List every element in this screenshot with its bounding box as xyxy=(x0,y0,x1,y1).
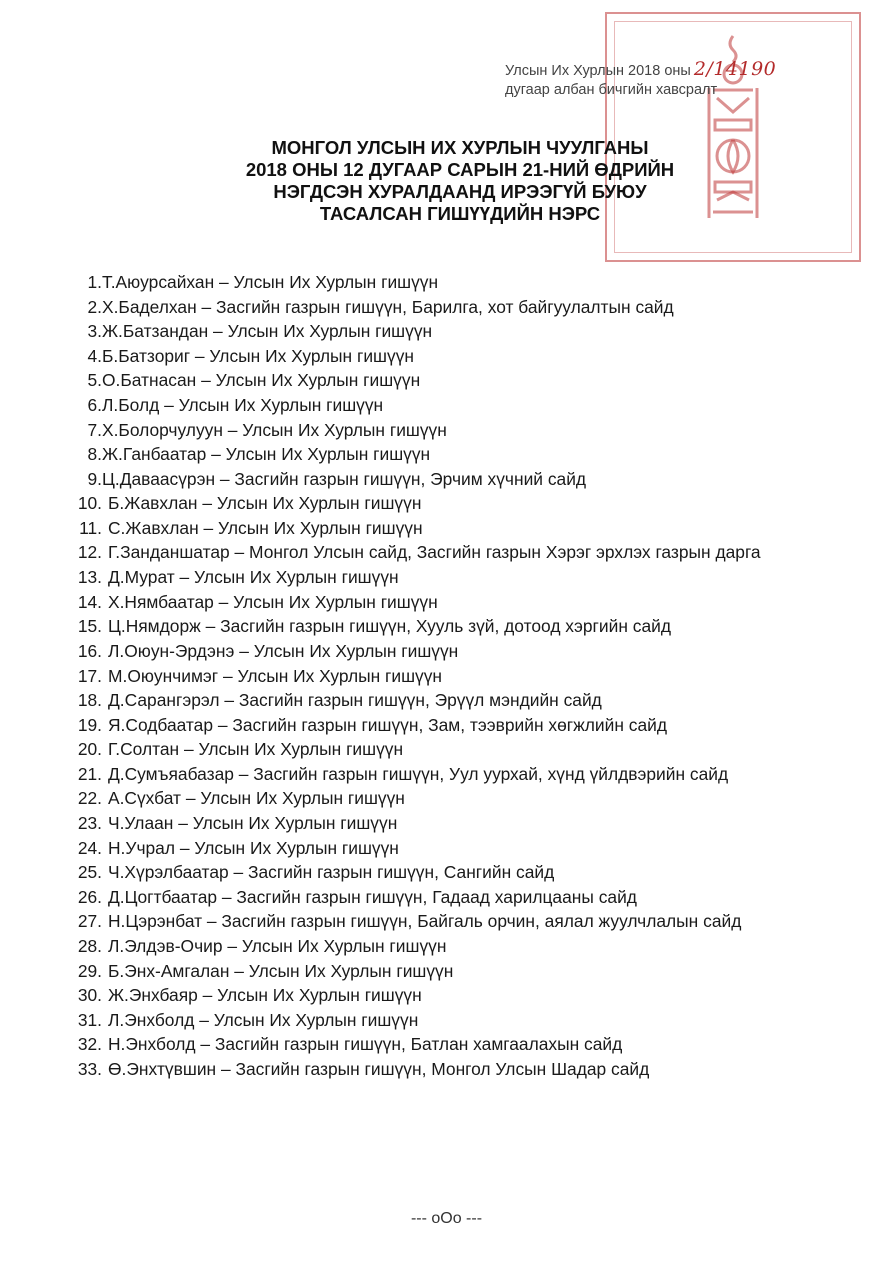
list-item-number: 4. xyxy=(87,345,102,366)
list-item-number: 12. xyxy=(77,541,102,562)
list-item-text: Т.Аюурсайхан – Улсын Их Хурлын гишүүн xyxy=(102,272,439,292)
title-line-4: ТАСАЛСАН ГИШҮҮДИЙН НЭРС xyxy=(319,203,601,224)
list-item-number: 16. xyxy=(77,640,102,661)
list-item xyxy=(70,541,885,566)
list-item-text: А.Сүхбат – Улсын Их Хурлын гишүүн xyxy=(108,788,405,809)
list-item-text: Д.Сумъяабазар – Засгийн газрын гишүүн, Уул уурхай, хүнд үйлдвэрийн сайд xyxy=(108,763,729,784)
list-item xyxy=(70,270,885,295)
list-item xyxy=(70,418,885,443)
list-item-text: Я.Содбаатар – Засгийн газрын гишүүн, Зам, тээврийн хөгжлийн сайд xyxy=(108,714,667,735)
list-item-text: Н.Энхболд – Засгийн газрын гишүүн, Батлан хамгаалахын сайд xyxy=(108,1034,623,1055)
list-item-number: 15. xyxy=(77,616,102,637)
list-item xyxy=(70,590,885,615)
list-item xyxy=(70,688,885,713)
list-item-text: Ж.Ганбаатар – Улсын Их Хурлын гишүүн xyxy=(102,444,431,465)
registration-line-2: дугаар албан бичгийн хавсралт xyxy=(505,82,718,98)
list-item-text: М.Оюунчимэг – Улсын Их Хурлын гишүүн xyxy=(108,665,443,686)
list-item-text: Х.Баделхан – Засгийн газрын гишүүн, Барилга, хот байгуулалтын сайд xyxy=(102,296,674,317)
list-item-text: Ч.Улаан – Улсын Их Хурлын гишүүн xyxy=(108,813,398,834)
list-item xyxy=(70,860,885,885)
list-item-text: Л.Энхболд – Улсын Их Хурлын гишүүн xyxy=(108,1009,419,1030)
list-item xyxy=(70,467,885,492)
closing-mark: --- oOo --- xyxy=(410,1210,483,1227)
list-item xyxy=(70,983,885,1008)
list-item-number: 32. xyxy=(77,1034,102,1055)
list-item-text: Д.Мурат – Улсын Их Хурлын гишүүн xyxy=(108,567,399,588)
title-line-2: 2018 ОНЫ 12 ДУГААР САРЫН 21-НИЙ ӨДРИЙН xyxy=(245,159,675,180)
list-item-text: Ц.Даваасүрэн – Засгийн газрын гишүүн, Эрчим хүчний сайд xyxy=(102,468,587,489)
document-title xyxy=(190,137,730,225)
list-item-text: Г.Солтан – Улсын Их Хурлын гишүүн xyxy=(108,739,404,760)
list-item-text: С.Жавхлан – Улсын Их Хурлын гишүүн xyxy=(108,517,423,538)
list-item-number: 30. xyxy=(77,985,102,1006)
list-item xyxy=(70,639,885,664)
list-item xyxy=(70,909,885,934)
list-item xyxy=(70,664,885,689)
list-item xyxy=(70,442,885,467)
list-item-number: 3. xyxy=(87,321,102,342)
list-item-text: Ж.Батзандан – Улсын Их Хурлын гишүүн xyxy=(102,321,433,342)
list-item-number: 8. xyxy=(87,444,102,465)
list-item-number: 13. xyxy=(77,567,102,588)
list-item-number: 11. xyxy=(79,517,102,538)
list-item xyxy=(70,811,885,836)
list-item-number: 22. xyxy=(77,788,102,809)
list-item xyxy=(70,737,885,762)
list-item xyxy=(70,491,885,516)
list-item-number: 5. xyxy=(87,370,102,391)
list-item-number: 9. xyxy=(87,468,102,489)
list-item-number: 26. xyxy=(77,886,102,907)
list-item xyxy=(70,713,885,738)
list-item-text: Б.Энх-Амгалан – Улсын Их Хурлын гишүүн xyxy=(108,960,454,981)
list-item xyxy=(70,614,885,639)
list-item-number: 17. xyxy=(77,665,102,686)
list-item xyxy=(70,836,885,861)
list-item-number: 14. xyxy=(77,591,102,612)
list-item-text: Ө.Энхтүвшин – Засгийн газрын гишүүн, Монгол Улсын Шадар сайд xyxy=(108,1059,650,1079)
list-item-number: 18. xyxy=(77,690,102,711)
list-item xyxy=(70,885,885,910)
registration-note xyxy=(505,58,777,100)
list-item-text: Д.Цогтбаатар – Засгийн газрын гишүүн, Гадаад харилцааны сайд xyxy=(108,886,637,907)
list-item-number: 10. xyxy=(77,493,102,514)
list-item xyxy=(70,368,885,393)
list-item-text: О.Батнасан – Улсын Их Хурлын гишүүн xyxy=(102,370,421,391)
list-item xyxy=(70,959,885,984)
list-item-number: 25. xyxy=(77,862,102,883)
list-item-number: 1. xyxy=(87,272,102,292)
list-item xyxy=(70,1032,885,1057)
list-item xyxy=(70,1008,885,1033)
list-item xyxy=(70,1057,885,1082)
list-item-number: 7. xyxy=(87,419,102,440)
list-item-text: Л.Элдэв-Очир – Улсын Их Хурлын гишүүн xyxy=(108,936,447,957)
list-item-text: Л.Оюун-Эрдэнэ – Улсын Их Хурлын гишүүн xyxy=(108,640,459,661)
registration-number: 2/14190 xyxy=(693,58,777,80)
list-item-number: 23. xyxy=(77,813,102,834)
list-item-number: 2. xyxy=(87,296,102,317)
list-item xyxy=(70,319,885,344)
list-item-text: Ж.Энхбаяр – Улсын Их Хурлын гишүүн xyxy=(108,985,422,1006)
title-line-3: НЭГДСЭН ХУРАЛДААНД ИРЭЭГҮЙ БУЮУ xyxy=(273,181,647,202)
list-item xyxy=(70,516,885,541)
list-item-number: 24. xyxy=(77,837,102,858)
list-item-text: Б.Жавхлан – Улсын Их Хурлын гишүүн xyxy=(108,493,422,514)
list-item xyxy=(70,344,885,369)
list-item xyxy=(70,934,885,959)
registration-line-1 xyxy=(505,58,777,81)
list-item xyxy=(70,565,885,590)
list-item-number: 21. xyxy=(77,763,102,784)
list-item-number: 28. xyxy=(77,936,102,957)
list-item-number: 6. xyxy=(87,394,102,415)
list-item-number: 27. xyxy=(77,911,102,932)
list-item-text: Х.Болорчулуун – Улсын Их Хурлын гишүүн xyxy=(102,419,447,440)
list-item-text: Х.Нямбаатар – Улсын Их Хурлын гишүүн xyxy=(108,591,438,612)
title-line-1: МОНГОЛ УЛСЫН ИХ ХУРЛЫН ЧУУЛГАНЫ xyxy=(271,137,649,158)
list-item-text: Ч.Хүрэлбаатар – Засгийн газрын гишүүн, Сангийн сайд xyxy=(108,862,555,883)
list-item-text: Л.Болд – Улсын Их Хурлын гишүүн xyxy=(102,394,384,415)
list-item-text: Г.Занданшатар – Монгол Улсын сайд, Засгийн газрын Хэрэг эрхлэх газрын дарга xyxy=(108,541,761,562)
list-item-number: 20. xyxy=(77,739,102,760)
list-item-text: Н.Учрал – Улсын Их Хурлын гишүүн xyxy=(108,837,399,858)
list-item-number: 31. xyxy=(77,1009,102,1030)
list-item-text: Б.Батзориг – Улсын Их Хурлын гишүүн xyxy=(102,345,414,366)
list-item xyxy=(70,295,885,320)
list-item xyxy=(70,762,885,787)
list-item-number: 19. xyxy=(77,714,102,735)
list-item-text: Ц.Нямдорж – Засгийн газрын гишүүн, Хууль зүй, дотоод хэргийн сайд xyxy=(108,616,671,637)
list-item-text: Н.Цэрэнбат – Засгийн газрын гишүүн, Байгаль орчин, аялал жуулчлалын сайд xyxy=(108,911,742,932)
list-item-number: 33. xyxy=(77,1059,102,1079)
list-item xyxy=(70,393,885,418)
absent-members-list xyxy=(70,270,885,1082)
list-item xyxy=(70,786,885,811)
registration-text: Улсын Их Хурлын 2018 оны xyxy=(505,63,691,79)
list-item-number: 29. xyxy=(77,960,102,981)
list-item-text: Д.Сарангэрэл – Засгийн газрын гишүүн, Эрүүл мэндийн сайд xyxy=(108,690,602,711)
